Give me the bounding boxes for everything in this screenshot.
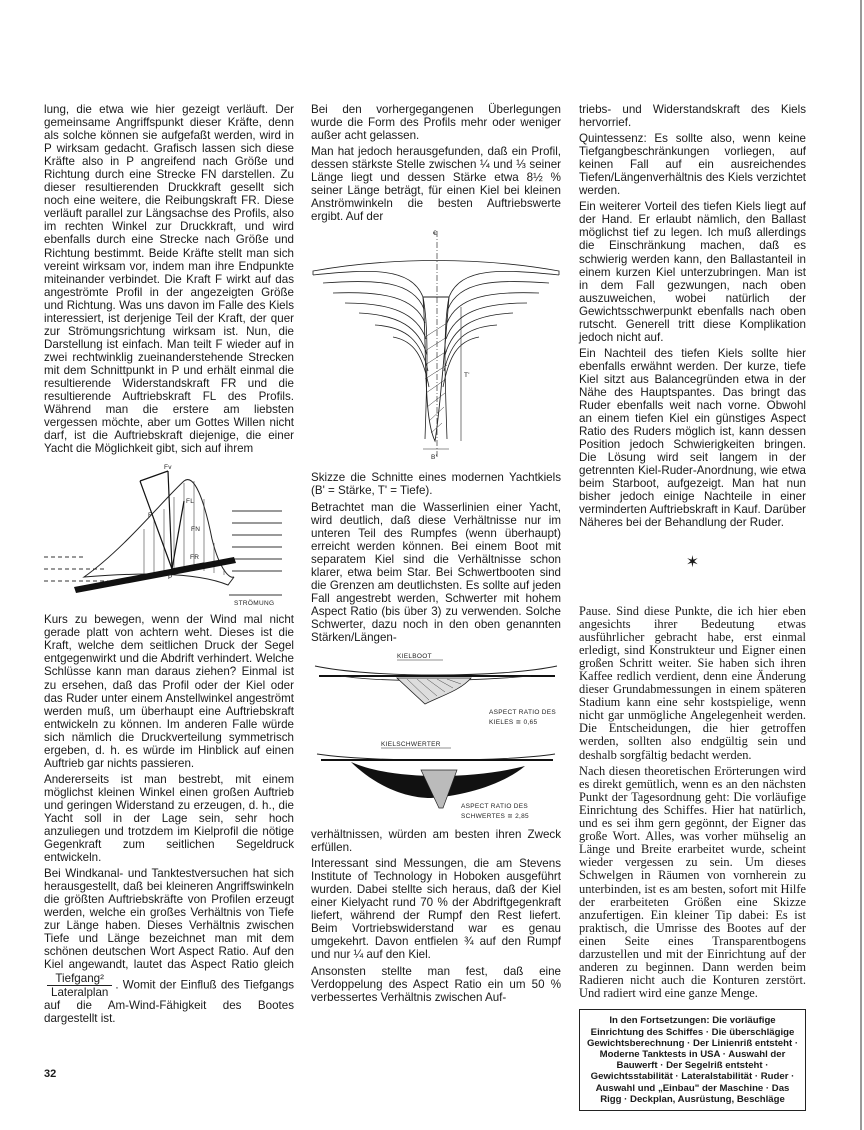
- col2-paragraph-6: Ansonsten stellte man fest, daß eine Verdoppelung des Aspect Ratio ein um 50 % verbessertes Verhältnis zwischen Auf-: [311, 964, 561, 1004]
- column-2: [311, 103, 561, 1007]
- kielschwerter-label: KIELSCHWERTER: [381, 741, 441, 749]
- kielboot-ratio-line-1: ASPECT RATIO DES: [489, 709, 557, 717]
- page-edge: [860, 0, 862, 1130]
- col2-paragraph-5: Interessant sind Messungen, die am Stevens Institute of Technology in Hoboken ausgeführt wurden. Dabei stellte sich heraus, daß der Kiel einer Kielyacht rund 70 % der Abdriftgegenkraft liefert, während der Rumpf den Rest liefert. Beim Vortriebswiderstand war es genau umgekehrt. Davon entfielen ¾ auf den Rumpf und nur ¼ auf den Kiel.: [311, 857, 561, 962]
- kielboot-ratio-line-2: KIELES ≅ 0,65: [489, 719, 538, 727]
- schwert-ratio-line-1: ASPECT RATIO DES: [461, 803, 529, 811]
- col3-paragraph-1: triebs- und Widerstandskraft des Kiels hervorrief.: [579, 103, 806, 130]
- label-t: T': [464, 372, 470, 380]
- label-f: F: [148, 512, 153, 520]
- column-3: [579, 103, 806, 1111]
- label-stroemung: STRÖMUNG: [234, 600, 275, 608]
- col1-paragraph-4-start: Bei Windkanal- und Tanktestversuchen hat sich herausgestellt, daß bei kleineren Angriffswinkeln die größten Auftriebskräfte von Profilen erzeugt werden, welche ein großes Verhältnis von Tiefe zur Länge haben. Dieses Verhältnis zwischen Tiefe und Länge bezeichnet man mit dem schönen deutschen Wort Aspect Ratio. Auf den Kiel angewandt, lautet das Aspect Ratio gleich: [44, 867, 294, 972]
- label-b: B': [431, 454, 438, 462]
- col3-paragraph-3: Ein weiterer Vorteil des tiefen Kiels liegt auf der Hand. Er erlaubt nämlich, den Ballast möglichst tief zu legen. Ich muß allerdings die Einschränkung machen, daß es schwierig werden kann, den Ballastanteil in einem kurzen Kiel unterzubringen. Man ist in dem Fall gezwungen, nach oben auszuweichen, wobei natürlich der Gewichtsschwerpunkt ebenfalls nach oben rutscht. Generell tritt diese Komplikation jedoch nicht auf.: [579, 200, 806, 344]
- col1-paragraph-2: Kurs zu bewegen, wenn der Wind mal nicht gerade platt von achtern weht. Dieses ist die Kraft, welche dem seitlichen Druck der Segel entgegenwirkt und die Abdrift verhindert. Welche Schlüsse kann man daraus ziehen? Einmal ist zu ersehen, daß das Profil oder der Kiel oder das Ruder unter einem Anstellwinkel angeströmt werden muß, um überhaupt eine Auftriebskraft entwickeln zu können. Im anderen Falle würde sich nämlich die Druckverteilung symmetrisch ergeben, d. h. es würde im Hinblick auf einen Auftrieb gar nichts passieren.: [44, 613, 294, 770]
- col3-paragraph-5: Pause. Sind diese Punkte, die ich hier eben angesichts ihrer Bedeutung etwas ausführlicher gebracht habe, erst einmal erledigt, sind Konstrukteur und Eigner einen großen Schritt weiter. Sie haben sich ihren Kaffee redlich verdient, denn eine Änderung dieser Grundabmessungen in einem späteren Stadium kann eine sehr kostspielige, wenn nicht gar unmögliche Angelegenheit werden. Die Entscheidungen, die hier getroffen werden, sollten also endgültig sein und deshalb sorgfältig bedacht werden.: [579, 603, 806, 762]
- kielboot-diagram: [311, 648, 561, 732]
- col2-paragraph-4: verhältnissen, würden am besten ihren Zweck erfüllen.: [311, 828, 561, 855]
- kielschwerter-diagram: [311, 736, 561, 824]
- label-fr: FR: [190, 554, 200, 562]
- col1-paragraph-1: lung, die etwa wie hier gezeigt verläuft. Der gemeinsame Angriffspunkt dieser Kräfte, denn als solche können sie aufgefaßt werden, wird in P wirksam gedacht. Grafisch lassen sich diese Kräfte also in P angreifend nach Größe und Richtung durch eine Strecke FN darstellen. Zu dieser resultierenden Druckkraft gesellt sich noch eine weitere, die Reibungskraft FR. Diese verläuft parallel zur Längsachse des Profils, also im rechten Winkel zur Druckkraft, und wird ebenfalls durch eine Strecke nach Größe und Richtung bestimmt. Beide Kräfte stellt man sich vereint wirksam vor, indem man ihre Endpunkte miteinander verbindet. Die Kraft F wirkt auf das angeströmte Profil in der angezeigten Größe und Richtung. Was uns davon im Falle des Kiels interessiert, ist derjenige Teil der Kraft, der quer zur Strömungsrichtung wirksam ist. Nun, die Darstellung ist einfach. Man teilt F wieder auf in zwei rechtwinklig zueinanderstehende Strecken mit dem Schnittpunkt in P und erhält einmal die resultierende Widerstandskraft FR und die resultierende Auftriebskraft FL des Profils. Während man die erstere am liebsten vergessen möchte, aber um Gottes Willen nicht darf, ist die Auftriebskraft diejenige, die einer Yacht die Möglichkeit gibt, sich auf ihrem: [44, 103, 294, 456]
- formula-numerator: Tiefgang²: [47, 972, 112, 986]
- label-fv: Fv: [164, 464, 172, 472]
- kielboot-label: KIELBOOT: [397, 653, 432, 661]
- aspect-ratio-formula: [47, 972, 112, 999]
- label-fl: FL: [186, 498, 195, 506]
- label-centerline: €: [433, 230, 437, 238]
- col1-paragraph-3: Andererseits ist man bestrebt, mit einem möglichst kleinen Winkel einen großen Auftrieb und geringen Widerstand zu erzeugen, d. h., die Yacht soll in der Lage sein, sehr hoch anzuliegen und trotzdem im Kielprofil die nötige Gegenkraft zum seitlichen Segeldruck entwickeln.: [44, 772, 294, 865]
- schwert-ratio-line-2: SCHWERTES ≅ 2,85: [461, 813, 529, 821]
- formula-denominator: Lateralplan: [51, 985, 109, 999]
- col3-paragraph-6: Nach diesen theoretischen Erörterungen wird es direkt gemütlich, wenn es an den nächsten Punkt der Tagesordnung geht: Die vorläufige Einrichtung des Schiffes. Hier hat natürlich, und es sei ihm gern gegönnt, der Eigner das große Wort. Alles, was vorher mühselig an Länge und Breite erarbeitet wurde, scheint wieder vergessen zu sein. Um dieses Schwelgen in Räumen von vornherein zu unterbinden, ist es am besten, sofort mit Hilfe der erarbeiteten Größen eine Skizze anzufertigen. Ein kleiner Tip dabei: Es ist praktisch, die Umrisse des Bootes auf der einen Seite eines Transparentbogens darzustellen und mit der Einrichtung auf der anderen zu beginnen. Dann werden beim Radieren nicht auch die Konturen zerstört. Und radiert wird eine ganze Menge.: [579, 763, 806, 1001]
- label-p: P: [168, 574, 173, 582]
- col2-paragraph-3: Betrachtet man die Wasserlinien einer Yacht, wird deutlich, daß diese Verhältnisse nur im unteren Teil des Rumpfes (wenn überhaupt) erreicht werden können. Bei einem Boot mit separatem Kiel sind die Verhältnisse schon klarer, etwa beim Star. Bei Schwertbooten sind die Grenzen am deutlichsten. Es sollte auf jeden Fall angestrebt werden, Schwerter mit hohem Aspect Ratio (bis über 3) zu verwenden. Solche Schwerter, dazu noch in den oben genannten Stärken/Längen-: [311, 500, 561, 644]
- col3-serif-section: [579, 605, 806, 1001]
- continuation-box: In den Fortsetzungen: Die vorläufige Einrichtung des Schiffes · Die überschlägige Gewichtsberechnung · Der Linienriß entsteht · Moderne Tanktests in USA · Auswahl der Bauwerft · Der Segelriß entsteht · Gewichtsstabilität · Lateralstabilität · Ruder · Auswahl und „Einbau" der Maschine · Das Rigg · Deckplan, Ausrüstung, Beschläge: [579, 1009, 806, 1111]
- label-fn: FN: [191, 526, 201, 534]
- col1-paragraph-4-end: . Womit der Einfluß des Tiefgangs auf die Am-Wind-Fähigkeit des Bootes dargestellt ist.: [44, 978, 294, 1025]
- keel-figure-caption: Skizze die Schnitte eines modernen Yachtkiels (B' = Stärke, T' = Tiefe).: [311, 471, 561, 498]
- force-diagram: [44, 459, 294, 609]
- col2-paragraph-2: Man hat jedoch herausgefunden, daß ein Profil, dessen stärkste Stelle zwischen ¼ und ⅓ seiner Länge liegt und dessen Stärke etwa 8½ % seiner Länge beträgt, für einen Kiel bei kleinen Anströmwinkeln die besten Auftriebswerte ergibt. Auf der: [311, 145, 561, 224]
- col3-paragraph-4: Ein Nachteil des tiefen Kiels sollte hier ebenfalls erwähnt werden. Der kurze, tiefe Kiel sitzt aus Balancegründen etwa in der Nähe des Hauptspantes. Das bringt das Ruder ebenfalls weit nach vorne. Obwohl an einem tiefen Kiel ein günstiges Aspect Ratio des Ruders möglich ist, kann dessen Position jedoch Schwierigkeiten bringen. Die Lösung wird seit langem in der getrennten Kiel-Ruder-Anordnung, wie etwa beim Starboot, aufgezeigt. Man hat nun bisher jedoch einige Nachteile in einer verminderten Auftriebskraft in Kauf. Darüber Näheres bei der Behandlung der Ruder.: [579, 346, 806, 530]
- page-number: 32: [44, 1068, 57, 1080]
- keel-sections-diagram: [311, 227, 561, 467]
- section-separator-star: ✶: [685, 553, 700, 571]
- col3-paragraph-2: Quintessenz: Es sollte also, wenn keine Tiefgangbeschränkungen vorliegen, auf keinen Fall auf ein ausreichendes Tiefen/Längenverhältnis des Kiels verzichtet werden.: [579, 132, 806, 198]
- column-1: [44, 103, 294, 1028]
- col1-paragraph-4: [44, 867, 294, 1025]
- col2-paragraph-1: Bei den vorhergegangenen Überlegungen wurde die Form des Profils mehr oder weniger außer acht gelassen.: [311, 103, 561, 143]
